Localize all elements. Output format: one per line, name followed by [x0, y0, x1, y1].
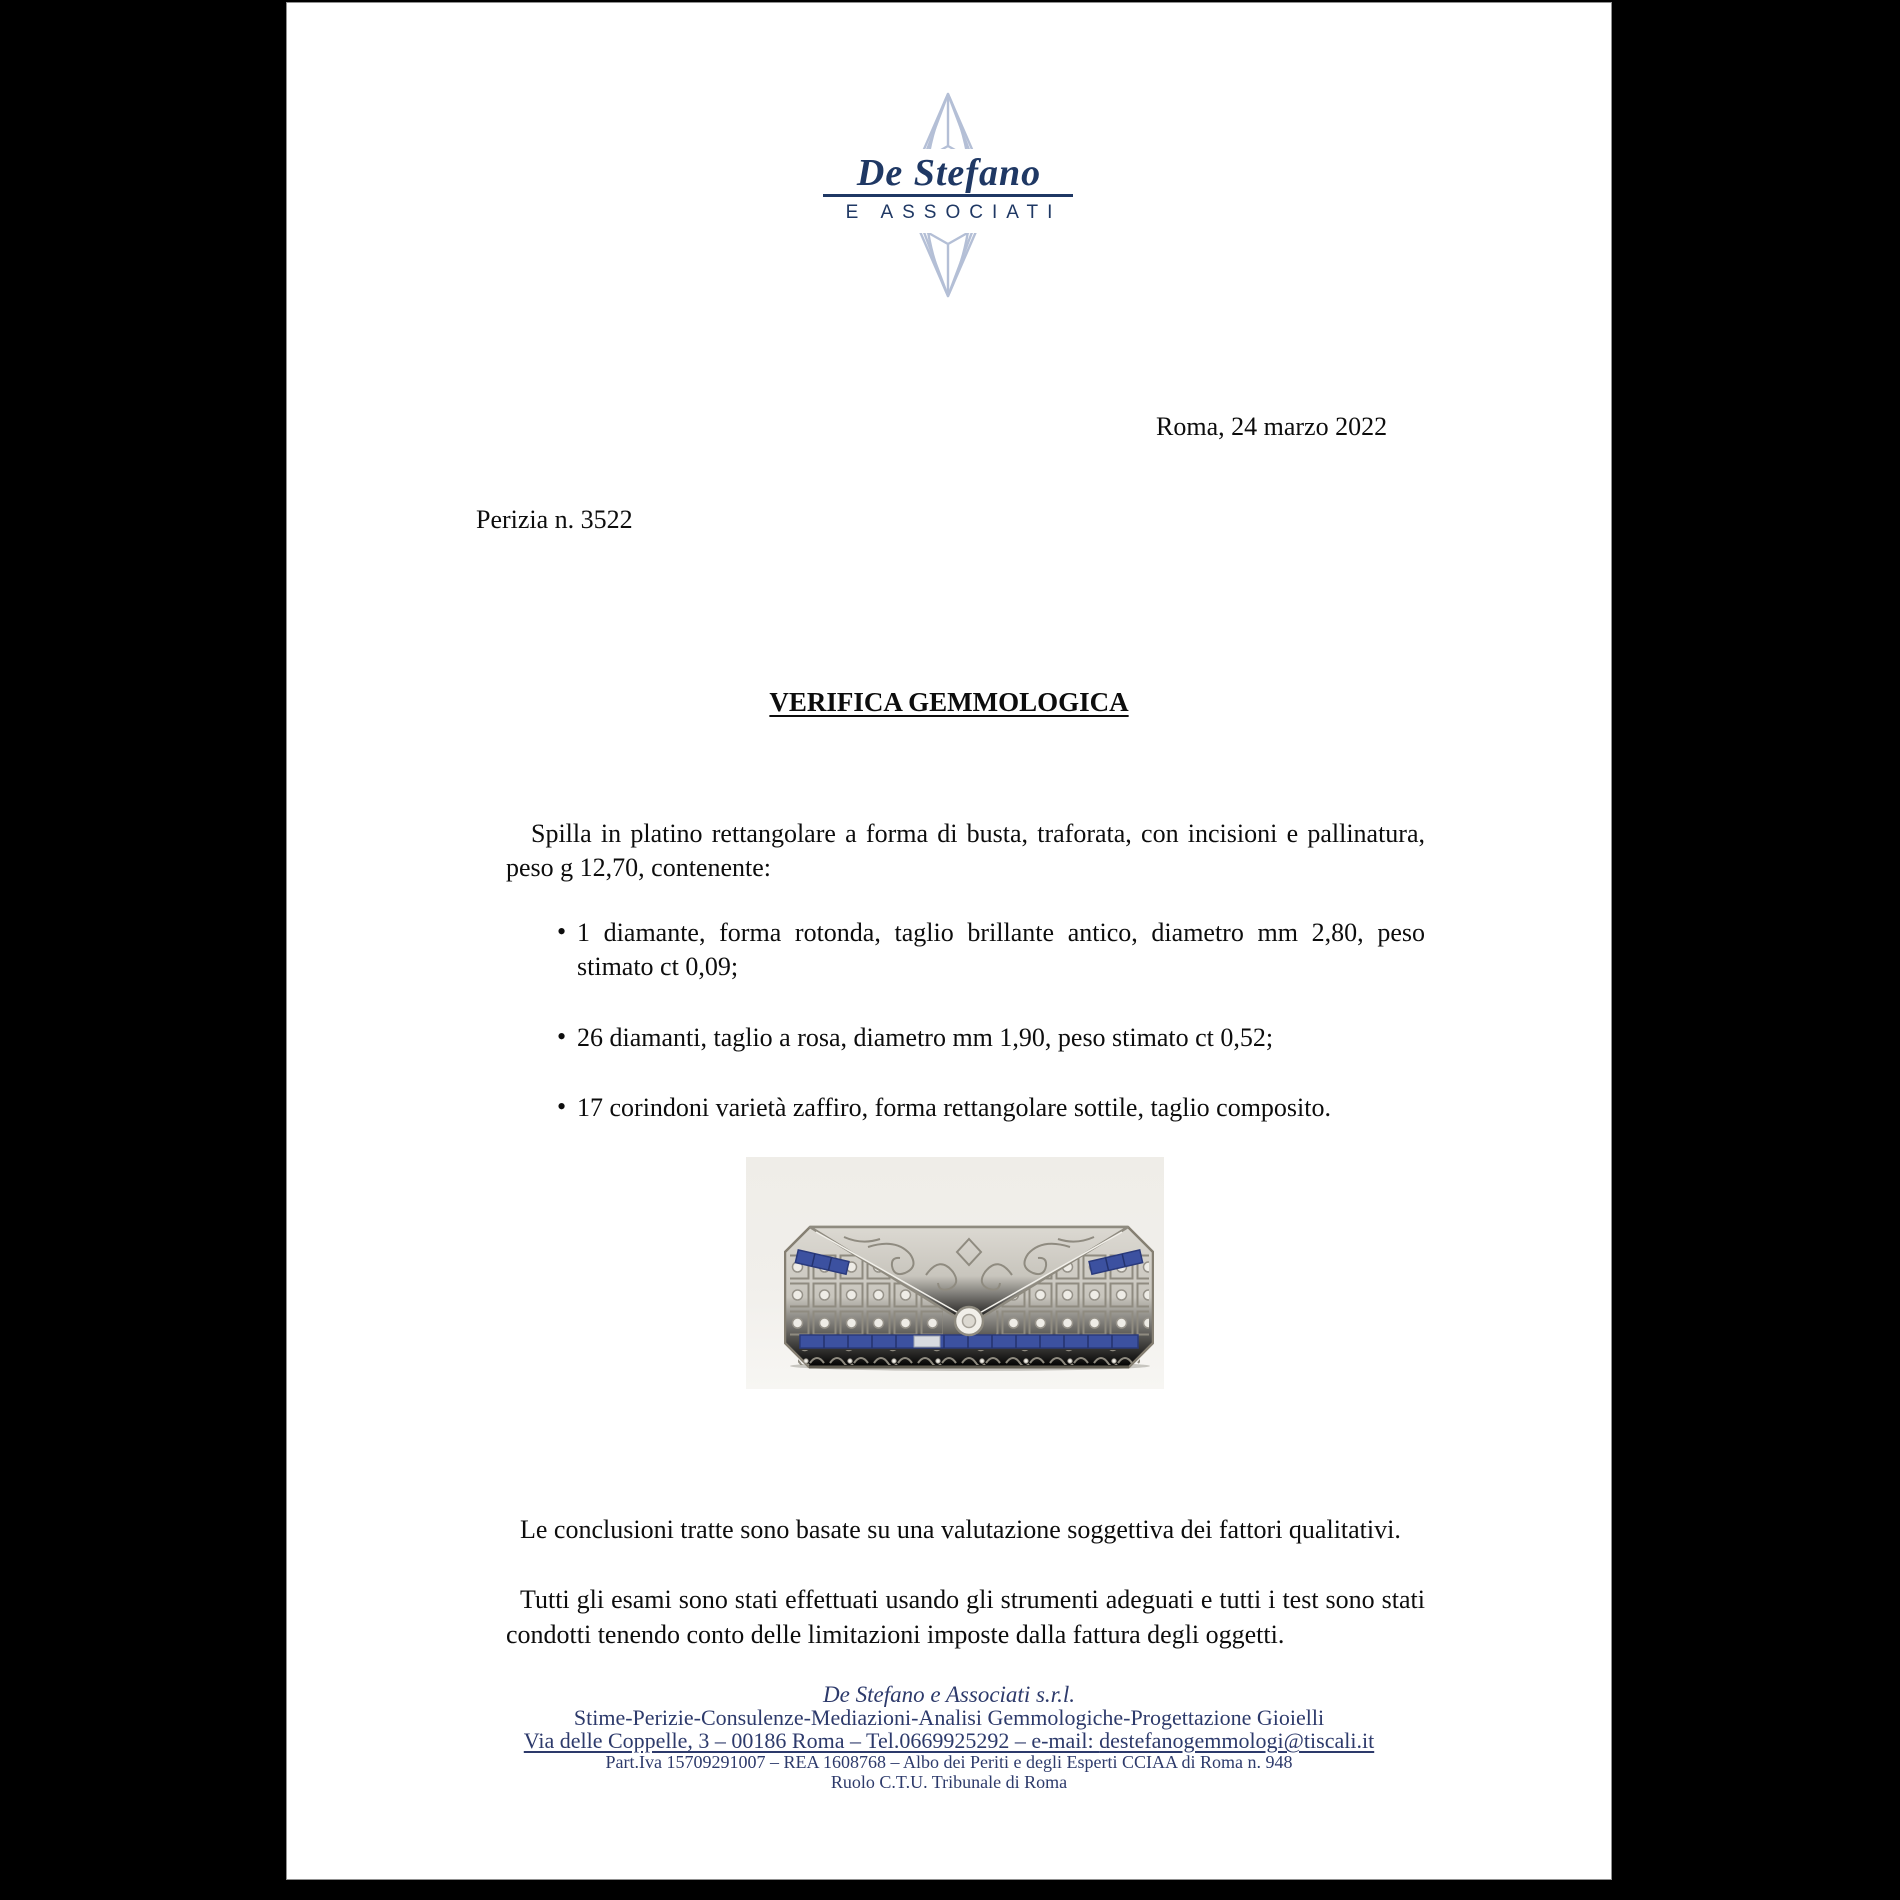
footer-address-phone: Via delle Coppelle, 3 – 00186 Roma – Tel.0669925292 – e-mail:: [523, 1728, 1100, 1753]
document-page: [286, 2, 1612, 1880]
list-item-text: 17 corindoni varietà zaffiro, forma rettangolare sottile, taglio composito.: [577, 1093, 1331, 1122]
logo-wordmark: De Stefano: [856, 152, 1042, 194]
list-item: [557, 916, 1425, 984]
footer-contact-line: [287, 1729, 1611, 1752]
bullet-icon: •: [557, 917, 567, 946]
list-item: [557, 1091, 1425, 1125]
footer-company-name: De Stefano e Associati s.r.l.: [823, 1682, 1075, 1707]
bullet-icon: •: [557, 1022, 567, 1051]
bullet-icon: •: [557, 1092, 567, 1121]
email-link[interactable]: destefanogemmologi@tiscali.it: [1099, 1728, 1375, 1753]
city-date-line: Roma, 24 marzo 2022: [1156, 412, 1388, 441]
footer-services-line: Stime-Perizie-Consulenze-Mediazioni-Analisi Gemmologiche-Progettazione Gioielli: [573, 1705, 1325, 1730]
footer-court-line: Ruolo C.T.U. Tribunale di Roma: [830, 1772, 1068, 1792]
brooch-illustration: [784, 1225, 1154, 1371]
conclusion-paragraph-2: Tutti gli esami sono stati effettuati usando gli strumenti adeguati e tutti i test sono stati condotti tenendo conto delle limitazioni imposte dalla fattura degli oggetti.: [506, 1585, 1425, 1649]
letter-footer: [287, 1683, 1611, 1792]
footer-registration-line: Part.Iva 15709291007 – REA 1608768 – Albo dei Periti e degli Esperti CCIAA di Roma n. 948: [605, 1752, 1293, 1772]
list-item-text: 26 diamanti, taglio a rosa, diametro mm 1,90, peso stimato ct 0,52;: [577, 1023, 1274, 1052]
logo-divider-line: [823, 194, 1073, 197]
list-item-text: 1 diamante, forma rotonda, taglio brillante antico, diametro mm 2,80, peso stimato ct 0,09;: [577, 918, 1425, 981]
document-title: VERIFICA GEMMOLOGICA: [769, 687, 1129, 717]
appraisal-number: Perizia n. 3522: [476, 505, 633, 534]
logo-subtitle: E ASSOCIATI: [845, 202, 1062, 223]
intro-paragraph: Spilla in platino rettangolare a forma di busta, traforata, con incisioni e pallinatura, peso g 12,70, contenente:: [506, 819, 1425, 882]
jewel-photo: [746, 1157, 1164, 1389]
conclusion-paragraph-1: Le conclusioni tratte sono basate su una valutazione soggettiva dei fattori qualitativi.: [520, 1515, 1401, 1544]
list-item: [557, 1021, 1425, 1055]
